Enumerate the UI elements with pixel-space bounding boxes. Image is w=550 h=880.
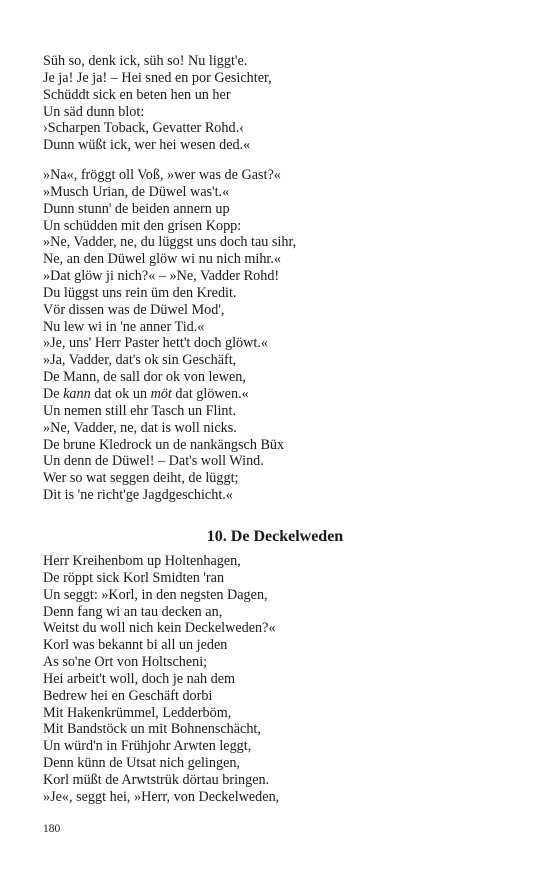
verse-line: Un säd dunn blot: <box>43 103 145 120</box>
verse-line: Un nemen still ehr Tasch un Flint. <box>43 402 237 419</box>
verse-line: Korl was bekannt bi all un jeden <box>43 637 228 654</box>
verse-line: »Ne, Vadder, ne, du lüggst uns doch tau sihr, <box>43 234 297 251</box>
verse-line: Un würd'n in Frühjohr Arwten leggt, <box>43 738 252 755</box>
verse-line: »Musch Urian, de Düwel was't.« <box>43 183 230 200</box>
verse-line: Du lüggst uns rein üm den Kredit. <box>43 284 237 301</box>
verse-line: Dit is 'ne richt'ge Jagdgeschicht.« <box>43 487 233 504</box>
stanza-2 <box>43 167 513 504</box>
verse-line: ›Scharpen Toback, Gevatter Rohd.‹ <box>43 120 244 137</box>
verse-line: De Mann, de sall dor ok von lewen, <box>43 369 246 386</box>
verse-line: Süh so, denk ick, süh so! Nu liggt'e. <box>43 53 248 69</box>
verse-line: Bedrew hei en Geschäft dorbi <box>43 687 213 704</box>
page-number: 180 <box>43 823 61 835</box>
verse-line: Mit Hakenkrümmel, Ledderböm, <box>43 704 232 721</box>
verse-line: »Ne, Vadder, ne, dat is woll nicks. <box>43 419 237 436</box>
stanza-3 <box>43 553 513 806</box>
verse-line: »Na«, fröggt oll Voß, »wer was de Gast?« <box>43 167 281 183</box>
verse-text: dat glöwen.« <box>171 385 249 402</box>
verse-line: Denn fang wi an tau decken an, <box>43 603 223 620</box>
verse-line: »Je, uns' Herr Paster hett't doch glöwt.« <box>43 335 268 352</box>
verse-line: »Je«, seggt hei, »Herr, von Deckelweden, <box>43 788 280 805</box>
verse-line: Denn künn de Utsat nich gelingen, <box>43 755 241 772</box>
verse-line: De brune Kledrock un de nankängsch Büx <box>43 436 285 453</box>
verse-line: »Ja, Vadder, dat's ok sin Geschäft, <box>43 352 237 369</box>
verse-line: Ne, an den Düwel glöw wi nu nich mihr.« <box>43 251 281 268</box>
verse-line: As so'ne Ort von Holtscheni; <box>43 654 208 671</box>
verse-text: De <box>43 385 64 402</box>
verse-line: Un denn de Düwel! – Dat's woll Wind. <box>43 453 264 470</box>
verse-line: Dunn stunn' de beiden annern up <box>43 200 230 217</box>
verse-line: De röppt sick Korl Smidten 'ran <box>43 569 225 586</box>
verse-line: Wer so wat seggen deiht, de lüggt; <box>43 470 239 487</box>
verse-line: Je ja! Je ja! – Hei sned en por Gesichter, <box>43 69 272 86</box>
verse-line: Schüddt sick en beten hen un her <box>43 86 231 103</box>
verse-line: Un schüdden mit den grisen Kopp: <box>43 217 242 234</box>
verse-line: Herr Kreihenbom up Holtenhagen, <box>43 553 241 569</box>
stanza-1 <box>43 53 513 154</box>
verse-text: dat ok un <box>90 385 151 402</box>
verse-line: Nu lew wi in 'ne anner Tid.« <box>43 318 205 335</box>
verse-line: Korl müßt de Arwtstrük dörtau bringen. <box>43 771 270 788</box>
emphasized-word: möt <box>150 385 172 402</box>
verse-line <box>43 386 513 403</box>
verse-line: Un seggt: »Korl, in den negsten Dagen, <box>43 586 268 603</box>
verse-line: Hei arbeit't woll, doch je nah dem <box>43 670 236 687</box>
verse-line: »Dat glöw ji nich?« – »Ne, Vadder Rohd! <box>43 268 280 285</box>
verse-line: Weitst du woll nich kein Deckelweden?« <box>43 620 276 637</box>
verse-line: Mit Bandstöck un mit Bohnenschächt, <box>43 721 261 738</box>
verse-line: Dunn wüßt ick, wer hei wesen ded.« <box>43 137 251 154</box>
verse-line: Vör dissen was de Düwel Mod', <box>43 301 225 318</box>
poem-heading: 10. De Deckelweden <box>206 528 344 545</box>
emphasized-word: kann <box>63 385 91 402</box>
